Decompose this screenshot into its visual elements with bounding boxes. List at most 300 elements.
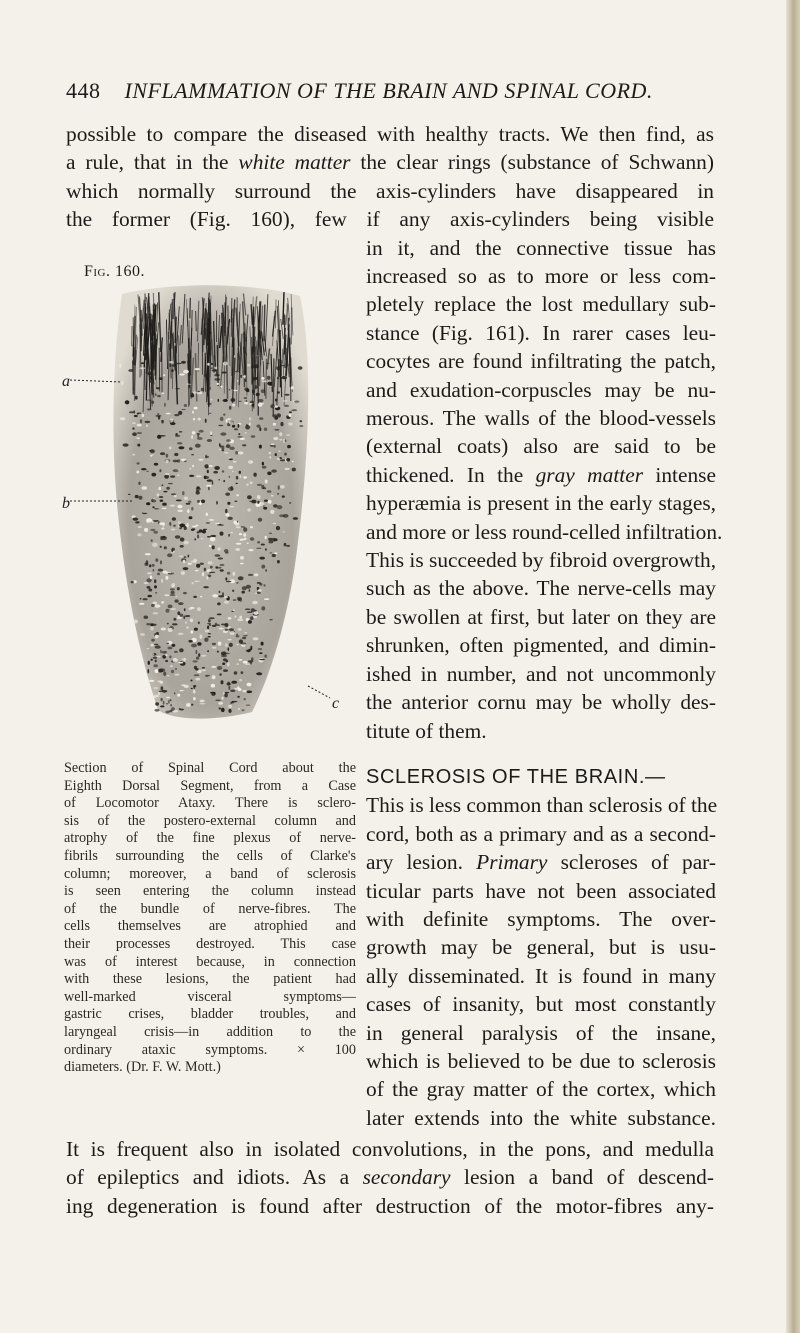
- cell-dot: [169, 522, 171, 526]
- cell-dot: [221, 624, 225, 626]
- cell-dot: [120, 417, 126, 420]
- cell-dot: [158, 487, 161, 490]
- marker-a: a: [62, 373, 70, 390]
- cell-dot: [143, 598, 148, 600]
- cell-dot: [131, 581, 134, 583]
- cell-dot: [228, 466, 233, 469]
- cell-dot: [188, 501, 191, 503]
- cell-dot: [237, 380, 239, 382]
- cell-dot: [280, 422, 283, 426]
- cell-dot: [177, 475, 180, 477]
- cell-dot: [225, 629, 228, 631]
- text-line: [366, 347, 716, 375]
- cell-dot: [268, 500, 272, 504]
- cell-dot: [218, 479, 220, 481]
- cell-dot: [192, 431, 196, 434]
- cell-dot: [207, 363, 209, 366]
- cell-dot: [240, 556, 244, 560]
- cell-dot: [153, 664, 158, 667]
- text-segment: the anterior cornu may be wholly des-: [366, 690, 716, 715]
- cell-dot: [171, 591, 175, 595]
- cell-dot: [208, 386, 211, 390]
- body-text-bottom: [66, 1135, 714, 1220]
- cell-dot: [171, 548, 173, 552]
- cell-dot: [201, 500, 205, 504]
- cell-dot: [152, 543, 158, 547]
- cell-dot: [160, 650, 162, 654]
- cell-dot: [178, 602, 184, 605]
- cell-dot: [142, 486, 148, 489]
- cell-dot: [196, 678, 201, 681]
- cell-dot: [236, 483, 238, 484]
- cell-dot: [285, 468, 290, 470]
- cell-dot: [232, 471, 234, 472]
- text-line: [366, 234, 716, 262]
- text-line: [366, 791, 716, 819]
- cell-dot: [176, 363, 182, 364]
- cell-dot: [160, 452, 165, 455]
- text-line: [366, 319, 716, 347]
- cell-dot: [223, 669, 228, 672]
- cell-dot: [195, 570, 198, 572]
- cell-dot: [132, 432, 137, 436]
- cell-dot: [259, 417, 263, 420]
- cell-dot: [234, 615, 236, 617]
- cell-dot: [166, 609, 170, 613]
- cell-dot: [153, 569, 155, 571]
- text-line: [366, 574, 716, 602]
- cell-dot: [179, 524, 185, 528]
- cell-dot: [244, 397, 248, 399]
- text-segment: thickened. In the: [366, 462, 536, 487]
- cell-dot: [151, 539, 153, 542]
- text-line: [66, 177, 714, 205]
- cell-dot: [247, 611, 252, 613]
- cell-dot: [148, 589, 152, 592]
- cell-dot: [183, 567, 189, 570]
- cell-dot: [210, 537, 215, 541]
- cell-dot: [169, 361, 173, 363]
- cell-dot: [242, 591, 245, 594]
- cell-dot: [286, 434, 290, 435]
- text-segment: ary lesion.: [366, 850, 477, 875]
- cell-dot: [233, 461, 236, 463]
- cell-dot: [287, 364, 289, 365]
- cell-dot: [236, 635, 240, 637]
- cell-dot: [198, 621, 200, 624]
- cell-dot: [257, 484, 262, 486]
- cell-dot: [164, 594, 169, 596]
- text-segment: the clear rings (substance of Schwann): [350, 150, 714, 175]
- cell-dot: [169, 656, 171, 659]
- cell-dot: [144, 582, 149, 584]
- cell-dot: [204, 568, 206, 572]
- marker-c: c: [332, 695, 340, 712]
- text-line: [366, 489, 716, 517]
- cell-dot: [277, 493, 279, 495]
- cell-dot: [140, 419, 142, 423]
- cell-dot: [222, 662, 225, 665]
- cell-dot: [207, 623, 211, 625]
- cell-dot: [138, 482, 140, 485]
- cell-dot: [147, 595, 152, 598]
- figure-label: Fig. 160.: [84, 263, 146, 280]
- cell-dot: [251, 435, 256, 437]
- cell-dot: [193, 660, 198, 662]
- cell-dot: [170, 505, 176, 507]
- cell-dot: [273, 538, 277, 541]
- cell-dot: [246, 389, 250, 393]
- cell-dot: [151, 639, 155, 642]
- caption-line: atrophy of the fine plexus of nerve-: [64, 830, 356, 847]
- cell-dot: [151, 659, 153, 661]
- cell-dot: [168, 573, 172, 574]
- cell-dot: [188, 556, 190, 558]
- cell-dot: [175, 596, 177, 598]
- cell-dot: [168, 628, 173, 632]
- cell-dot: [190, 468, 192, 470]
- cell-dot: [284, 453, 287, 456]
- cell-dot: [157, 680, 162, 682]
- cell-dot: [253, 364, 258, 368]
- cell-dot: [158, 569, 163, 572]
- cell-dot: [256, 672, 262, 675]
- caption-line: fibrils surrounding the cells of Clarke's: [64, 847, 356, 864]
- text-line: [366, 1075, 716, 1103]
- cell-dot: [225, 552, 229, 554]
- cell-dot: [241, 671, 244, 674]
- body-text-right-upper: [366, 234, 723, 745]
- text-segment: cord, both as a primary and as a second-: [366, 821, 716, 846]
- italic-text: white matter: [238, 150, 351, 175]
- cell-dot: [239, 533, 242, 535]
- text-line: [366, 688, 716, 716]
- cell-dot: [218, 399, 220, 402]
- cell-dot: [246, 705, 251, 706]
- cell-dot: [210, 566, 213, 569]
- cell-dot: [281, 365, 285, 366]
- caption-line: Eighth Dorsal Segment, from a Case: [64, 777, 356, 794]
- cell-dot: [248, 574, 253, 576]
- cell-dot: [171, 369, 173, 372]
- cell-dot: [162, 651, 167, 654]
- cell-dot: [218, 425, 223, 426]
- cell-dot: [166, 703, 168, 705]
- cell-dot: [238, 424, 240, 428]
- cell-dot: [213, 471, 218, 474]
- cell-dot: [150, 455, 152, 457]
- cell-dot: [284, 405, 289, 407]
- cell-dot: [210, 692, 215, 694]
- cell-dot: [165, 711, 169, 714]
- cell-dot: [192, 526, 197, 528]
- cell-dot: [250, 481, 253, 484]
- cell-dot: [294, 401, 299, 403]
- text-segment: This is less common than sclerosis of the: [366, 793, 718, 818]
- cell-dot: [177, 442, 182, 444]
- cell-dot: [243, 476, 247, 478]
- text-line: [366, 1047, 716, 1075]
- text-segment: and more or less round-celled infiltration.: [366, 519, 723, 544]
- cell-dot: [189, 475, 194, 477]
- caption-line: with these lesions, the patient had: [64, 971, 356, 988]
- text-line: [366, 660, 716, 688]
- cell-dot: [217, 666, 222, 670]
- text-line: [366, 1019, 716, 1047]
- cell-dot: [169, 447, 172, 450]
- cell-dot: [132, 454, 135, 456]
- cell-dot: [233, 390, 237, 391]
- cell-dot: [155, 393, 157, 396]
- cell-dot: [149, 680, 155, 682]
- text-segment: It is frequent also in isolated convolutions, in the pons, and medulla: [66, 1137, 714, 1161]
- body-text-right-lower: [366, 762, 716, 1132]
- cell-dot: [227, 572, 230, 575]
- cell-dot: [179, 431, 182, 433]
- cell-dot: [262, 466, 267, 469]
- cell-dot: [196, 486, 199, 489]
- cell-dot: [208, 561, 213, 564]
- cell-dot: [174, 414, 179, 416]
- cell-dot: [227, 502, 230, 505]
- cell-dot: [227, 639, 231, 640]
- cell-dot: [238, 401, 242, 402]
- cell-dot: [233, 599, 237, 601]
- fibre-stroke: [169, 309, 170, 339]
- text-segment: of the gray matter of the cortex, which: [366, 1077, 716, 1102]
- cell-dot: [293, 517, 298, 520]
- cell-dot: [154, 463, 158, 466]
- cell-dot: [209, 545, 212, 547]
- cell-dot: [278, 451, 280, 452]
- cell-dot: [288, 422, 292, 425]
- cell-dot: [159, 691, 163, 693]
- cell-dot: [222, 697, 224, 700]
- cell-dot: [292, 461, 294, 463]
- cell-dot: [219, 707, 222, 709]
- cell-dot: [179, 648, 184, 652]
- cell-dot: [220, 386, 222, 388]
- text-segment: be swollen at first, but later on they are: [366, 604, 716, 629]
- cell-dot: [163, 491, 167, 493]
- cell-dot: [276, 366, 281, 370]
- text-segment: increased so as to more or less com-: [366, 264, 716, 288]
- cell-dot: [191, 435, 193, 439]
- cell-dot: [274, 429, 279, 431]
- cell-dot: [194, 674, 200, 676]
- cell-dot: [226, 581, 232, 582]
- cell-dot: [243, 527, 247, 531]
- cell-dot: [232, 425, 235, 428]
- cell-dot: [229, 506, 234, 507]
- cell-dot: [182, 659, 187, 660]
- cell-dot: [140, 598, 142, 600]
- cell-dot: [237, 644, 239, 645]
- cell-dot: [156, 387, 159, 389]
- cell-dot: [261, 642, 264, 646]
- cell-dot: [163, 374, 165, 376]
- cell-dot: [220, 569, 224, 571]
- cell-dot: [145, 421, 151, 423]
- cell-dot: [160, 560, 162, 564]
- cell-dot: [199, 459, 204, 461]
- cell-dot: [234, 428, 238, 430]
- cell-dot: [214, 378, 220, 381]
- cell-dot: [224, 596, 228, 598]
- cell-dot: [252, 390, 254, 393]
- cell-dot: [229, 628, 234, 630]
- cell-dot: [128, 369, 133, 372]
- text-line: [366, 933, 716, 961]
- cell-dot: [235, 371, 240, 373]
- cell-dot: [206, 522, 210, 523]
- cell-dot: [209, 413, 212, 414]
- cell-dot: [202, 669, 206, 671]
- caption-line: their processes destroyed. This case: [64, 935, 356, 952]
- cell-dot: [244, 375, 246, 379]
- cell-dot: [198, 653, 200, 657]
- cell-dot: [231, 398, 236, 402]
- cell-dot: [269, 452, 271, 454]
- cell-dot: [147, 408, 151, 410]
- cell-dot: [197, 500, 200, 503]
- cell-dot: [191, 630, 194, 633]
- text-line: [66, 205, 714, 233]
- cell-dot: [259, 427, 261, 431]
- cell-dot: [286, 458, 290, 462]
- cell-dot: [219, 591, 221, 593]
- cell-dot: [271, 495, 274, 496]
- cell-dot: [211, 684, 215, 688]
- cell-dot: [231, 532, 233, 533]
- cell-dot: [212, 545, 215, 549]
- cell-dot: [274, 552, 277, 554]
- cell-dot: [228, 617, 232, 620]
- cell-dot: [245, 432, 247, 434]
- figure-spinal-cord-section: [62, 282, 358, 728]
- text-segment: such as the above. The nerve-cells may: [366, 576, 716, 601]
- cell-dot: [257, 495, 261, 499]
- cell-dot: [146, 471, 149, 472]
- cell-dot: [259, 658, 264, 662]
- cell-dot: [205, 456, 209, 458]
- cell-dot: [214, 466, 220, 470]
- cell-dot: [220, 432, 226, 435]
- cell-dot: [172, 517, 176, 521]
- cell-dot: [212, 594, 218, 597]
- cell-dot: [155, 415, 161, 417]
- cell-dot: [276, 526, 280, 530]
- cell-dot: [180, 690, 184, 691]
- cell-dot: [250, 616, 253, 620]
- cell-dot: [200, 635, 203, 639]
- cell-dot: [267, 472, 271, 476]
- cell-dot: [178, 411, 182, 415]
- text-line: [366, 546, 716, 574]
- cell-dot: [251, 608, 255, 612]
- cell-dot: [179, 614, 183, 617]
- cell-dot: [147, 669, 149, 673]
- text-segment: pletely replace the lost medullary sub-: [366, 292, 716, 317]
- cell-dot: [240, 539, 243, 541]
- text-segment: (external coats) also are said to be: [366, 434, 716, 459]
- page-edge: [786, 0, 800, 1333]
- cell-dot: [175, 599, 179, 602]
- cell-dot: [154, 687, 159, 688]
- cell-dot: [243, 661, 248, 664]
- text-segment: ticular parts have not been associated: [366, 878, 716, 903]
- cell-dot: [228, 709, 231, 713]
- cell-dot: [150, 626, 153, 630]
- cell-dot: [191, 393, 193, 397]
- cell-dot: [168, 483, 173, 484]
- caption-line: laryngeal crisis—in addition to the: [64, 1023, 356, 1040]
- cell-dot: [256, 393, 260, 396]
- cell-dot: [198, 418, 201, 421]
- cell-dot: [231, 681, 237, 684]
- cell-dot: [197, 433, 200, 435]
- cell-dot: [196, 657, 199, 660]
- cell-dot: [272, 414, 276, 417]
- text-segment: intense: [643, 462, 716, 487]
- caption-line: of Locomotor Ataxy. There is sclero-: [64, 795, 356, 812]
- cell-dot: [233, 572, 235, 576]
- cell-dot: [178, 662, 183, 664]
- text-segment: scleroses of par-: [547, 850, 717, 875]
- cell-dot: [137, 462, 140, 464]
- cell-dot: [234, 501, 237, 503]
- text-line: [366, 877, 716, 905]
- cell-dot: [216, 501, 218, 505]
- cell-dot: [172, 623, 178, 625]
- cell-dot: [142, 414, 145, 417]
- cell-dot: [175, 535, 181, 538]
- cell-dot: [161, 686, 164, 690]
- cell-dot: [219, 628, 224, 630]
- cell-dot: [239, 597, 242, 601]
- cell-dot: [135, 521, 139, 523]
- text-line: [366, 717, 716, 745]
- cell-dot: [209, 624, 211, 625]
- cell-dot: [229, 447, 234, 450]
- text-segment: ally disseminated. It is found in many: [366, 963, 716, 988]
- cell-dot: [219, 449, 221, 450]
- text-line: [66, 1163, 714, 1191]
- cell-dot: [224, 623, 228, 627]
- cell-dot: [217, 602, 221, 605]
- caption-line: was of interest because, in connection: [64, 953, 356, 970]
- cell-dot: [261, 377, 264, 380]
- cell-dot: [159, 496, 163, 498]
- cell-dot: [172, 644, 176, 647]
- cell-dot: [162, 503, 167, 506]
- italic-text: secondary: [362, 1165, 451, 1190]
- cell-dot: [268, 538, 272, 541]
- cell-dot: [144, 528, 148, 532]
- cell-dot: [193, 596, 197, 598]
- cell-dot: [210, 399, 212, 401]
- text-segment: in general paralysis of the insane,: [366, 1020, 716, 1045]
- cell-dot: [289, 411, 292, 413]
- text-line: [366, 820, 716, 848]
- cell-dot: [218, 557, 224, 559]
- cell-dot: [152, 564, 155, 567]
- cell-dot: [274, 445, 276, 448]
- cell-dot: [211, 666, 217, 668]
- cell-dot: [192, 582, 194, 584]
- cell-dot: [181, 459, 187, 461]
- cell-dot: [205, 676, 208, 677]
